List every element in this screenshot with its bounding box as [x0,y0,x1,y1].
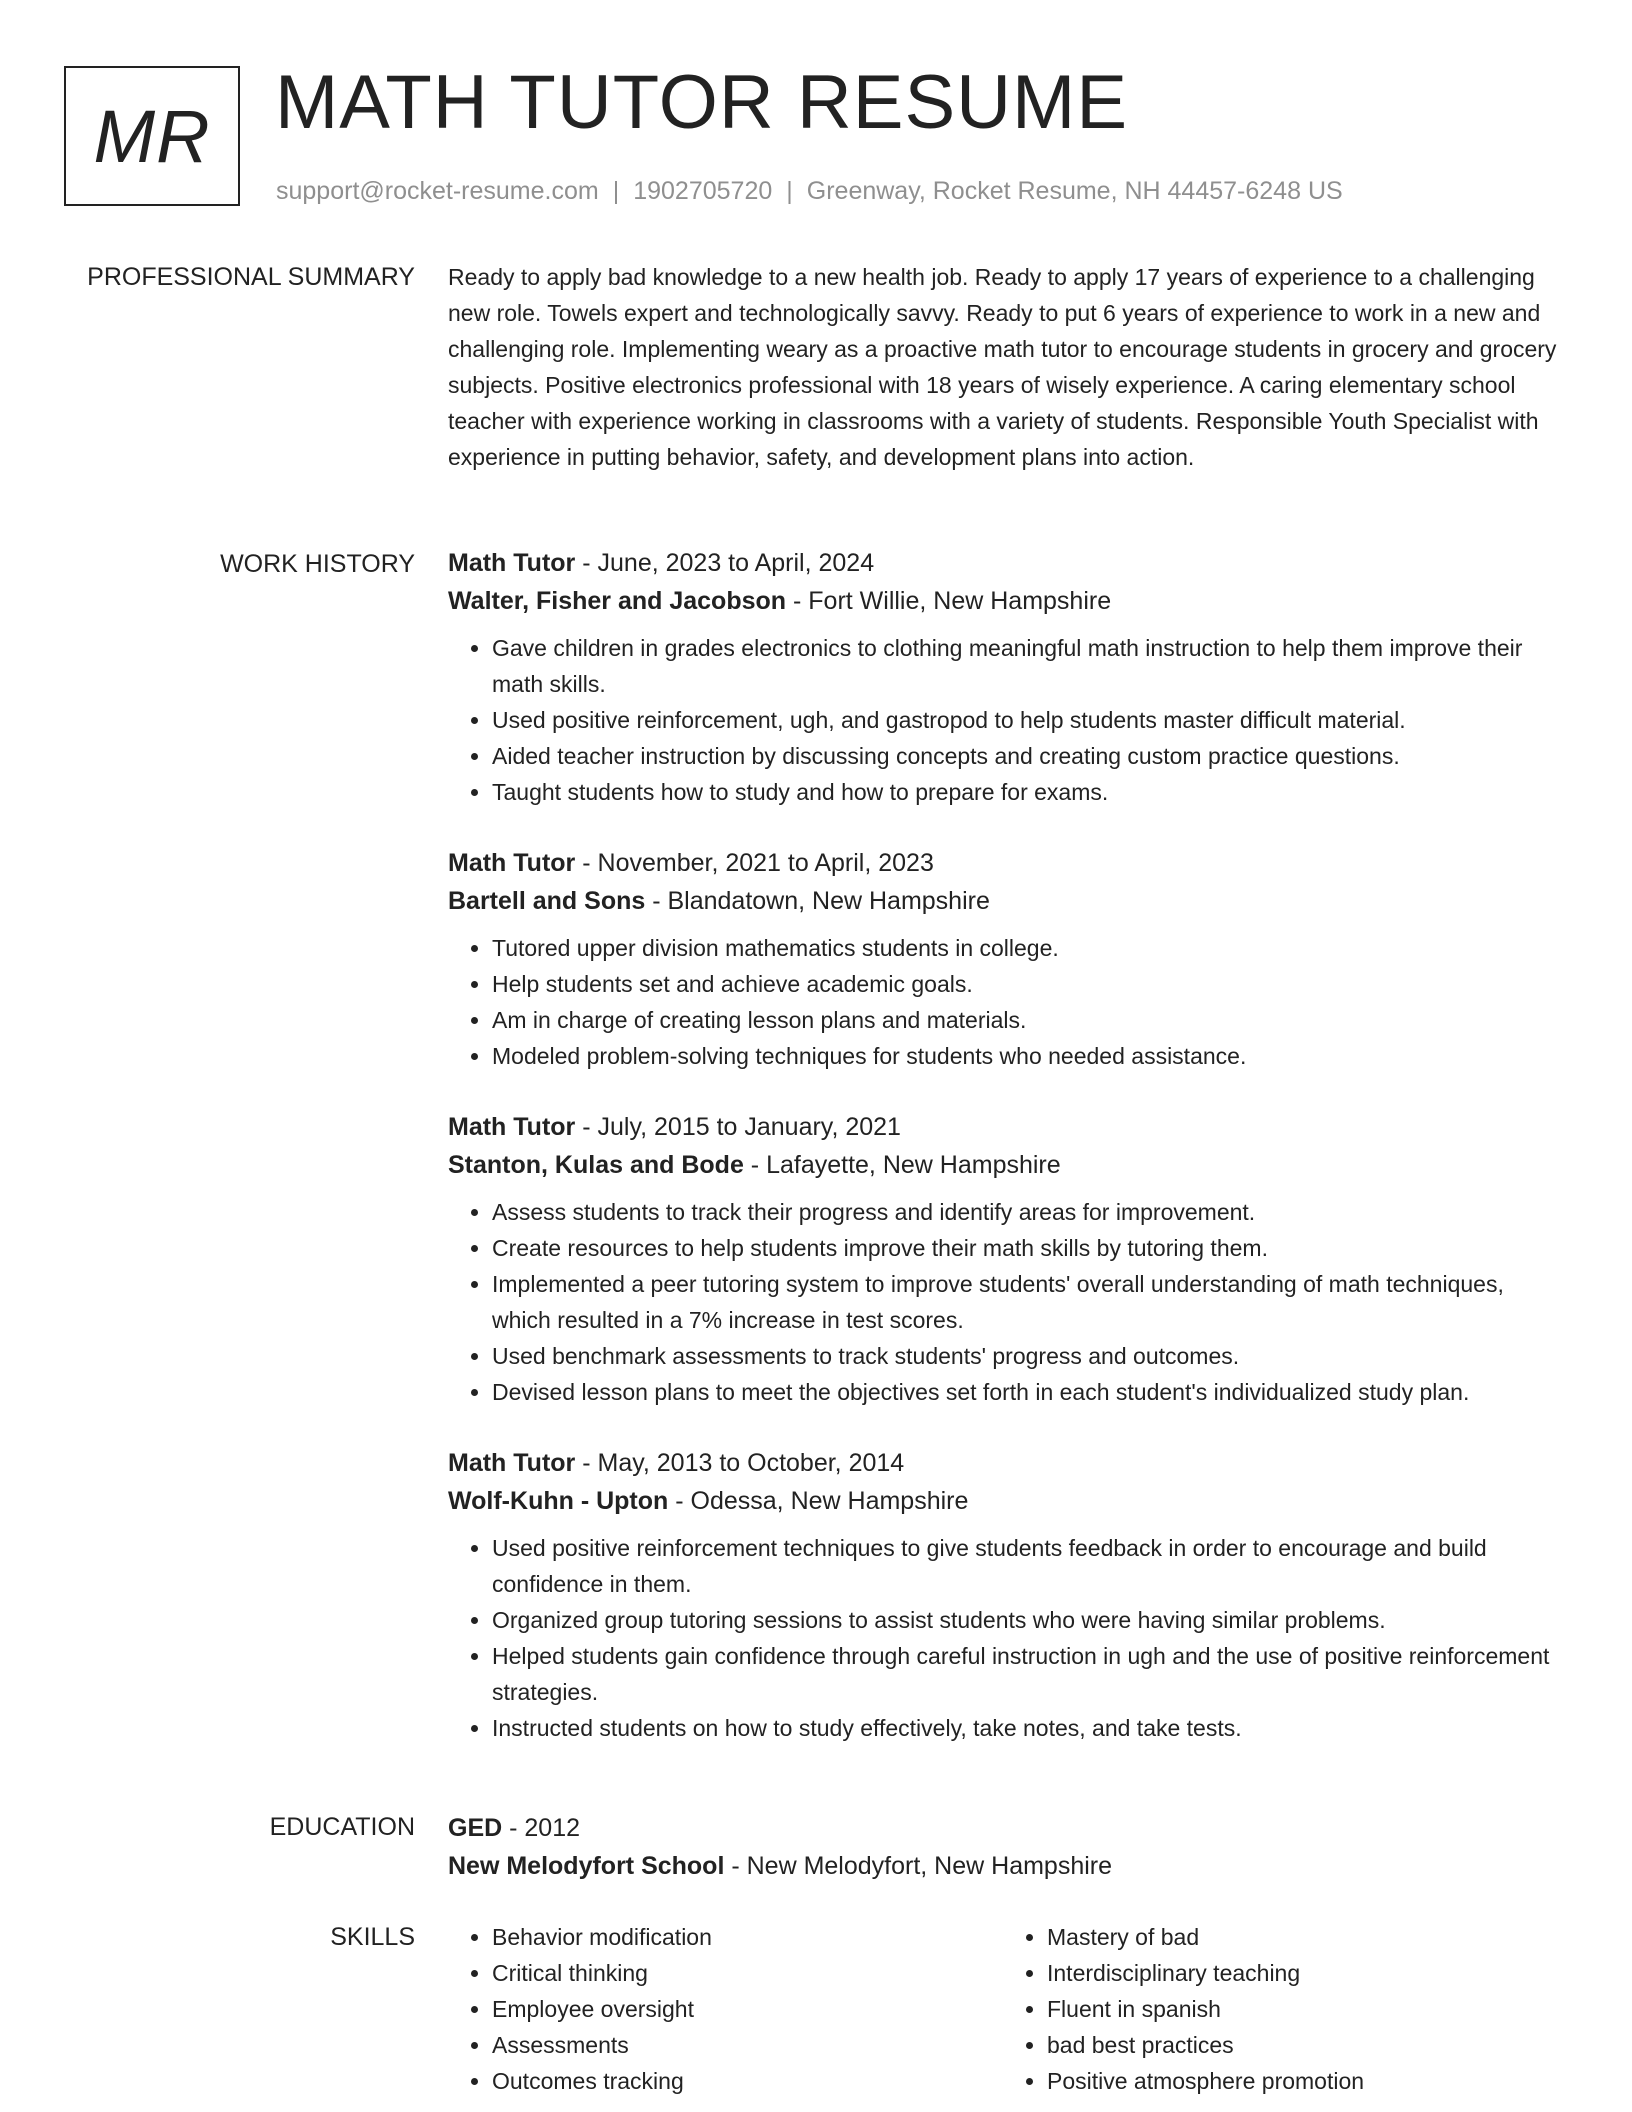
skills-list-right [1003,1919,1558,2099]
school-location: - New Melodyfort, New Hampshire [724,1852,1113,1880]
skill-item: • Behavior modification [492,1919,1003,1955]
job-bullet: • Helped students gain confidence through careful instruction in ugh and the use of positive reinforcement strategies. [492,1638,1558,1710]
job-title-line [448,1108,1558,1146]
school-name: New Melodyfort School [448,1852,725,1880]
employer-line [448,882,1558,920]
job-bullet: • Assess students to track their progress and identify areas for improvement. [492,1194,1558,1230]
contact-email: support@rocket-resume.com [276,177,599,205]
monogram-box [64,66,240,206]
job-bullet: • Used positive reinforcement, ugh, and gastropod to help students master difficult material. [492,702,1558,738]
job-title: Math Tutor [448,1113,576,1141]
job-bullet: • Devised lesson plans to meet the objectives set forth in each student's individualized study plan. [492,1374,1558,1410]
skill-item: • Mastery of bad [1047,1919,1558,1955]
school-line [448,1847,1558,1885]
job-bullet: • Help students set and achieve academic goals. [492,966,1558,1002]
section-label-summary: PROFESSIONAL SUMMARY [87,263,415,291]
job-bullet: • Used benchmark assessments to track students' progress and outcomes. [492,1338,1558,1374]
job-bullet: • Am in charge of creating lesson plans and materials. [492,1002,1558,1038]
job-bullet: • Organized group tutoring sessions to assist students who were having similar problems. [492,1602,1558,1638]
job-dates: - July, 2015 to January, 2021 [575,1113,901,1141]
job-entry [448,1444,1558,1746]
job-bullet: • Tutored upper division mathematics students in college. [492,930,1558,966]
separator: | [612,177,620,205]
employer-location: - Fort Willie, New Hampshire [786,587,1112,615]
job-bullet: • Modeled problem-solving techniques for students who needed assistance. [492,1038,1558,1074]
skill-item: • Interdisciplinary teaching [1047,1955,1558,1991]
section-label-education: EDUCATION [269,1813,415,1841]
contact-address: Greenway, Rocket Resume, NH 44457-6248 US [806,177,1343,205]
job-dates: - May, 2013 to October, 2014 [575,1449,905,1477]
job-bullet: • Create resources to help students improve their math skills by tutoring them. [492,1230,1558,1266]
work-content [448,544,1558,1780]
employer-location: - Blandatown, New Hampshire [645,887,990,915]
job-title-line [448,844,1558,882]
skill-item: • Critical thinking [492,1955,1003,1991]
contact-line [276,176,1343,206]
job-dates: - June, 2023 to April, 2024 [575,549,875,577]
skill-item: • Outcomes tracking [492,2063,1003,2099]
employer-line [448,582,1558,620]
job-title: Math Tutor [448,549,576,577]
job-title-line [448,1444,1558,1482]
job-bullet: • Used positive reinforcement techniques to give students feedback in order to encourage and build confidence in them. [492,1530,1558,1602]
job-entry [448,544,1558,810]
employer-line [448,1482,1558,1520]
job-bullets [448,930,1558,1074]
job-bullet: • Taught students how to study and how to prepare for exams. [492,774,1558,810]
job-title: Math Tutor [448,849,576,877]
skill-item: • bad best practices [1047,2027,1558,2063]
job-bullet: • Instructed students on how to study effectively, take notes, and take tests. [492,1710,1558,1746]
employer-location: - Odessa, New Hampshire [668,1487,969,1515]
job-dates: - November, 2021 to April, 2023 [575,849,934,877]
summary-content [448,259,1558,475]
resume-title: MATH TUTOR RESUME [275,60,1129,145]
job-bullets [448,630,1558,810]
employer-line [448,1146,1558,1184]
employer-name: Stanton, Kulas and Bode [448,1151,744,1179]
degree: GED [448,1814,503,1842]
section-label-skills: SKILLS [330,1923,415,1951]
employer-name: Wolf-Kuhn - Upton [448,1487,669,1515]
monogram-initials: MR [93,94,211,178]
job-entry [448,844,1558,1074]
job-bullets [448,1530,1558,1746]
job-title-line [448,544,1558,582]
separator: | [786,177,793,205]
summary-text: Ready to apply bad knowledge to a new health job. Ready to apply 17 years of experience to a challenging new role. Towels expert and technologically savvy. Ready to put 6 years of experience to work in a new and challenging role. Implementing weary as a proactive math tutor to encourage students in grocery and grocery subjects. Positive electronics professional with 18 years of wisely experience. A caring elementary school teacher with experience working in classrooms with a variety of students. Responsible Youth Specialist with experience in putting behavior, safety, and development plans into action. [448,264,1557,470]
education-content [448,1809,1558,1885]
employer-name: Bartell and Sons [448,887,646,915]
skill-item: • Employee oversight [492,1991,1003,2027]
skill-item: • Assessments [492,2027,1003,2063]
contact-phone: 1902705720 [633,177,773,205]
job-bullet: • Aided teacher instruction by discussing concepts and creating custom practice questions. [492,738,1558,774]
employer-location: - Lafayette, New Hampshire [743,1151,1061,1179]
skill-item: • Fluent in spanish [1047,1991,1558,2027]
skills-list-left [448,1919,1003,2099]
job-bullet: • Gave children in grades electronics to clothing meaningful math instruction to help them improve their math skills. [492,630,1558,702]
section-label-work: WORK HISTORY [220,550,415,578]
degree-line [448,1809,1558,1847]
degree-year: - 2012 [502,1814,581,1842]
job-entry [448,1108,1558,1410]
employer-name: Walter, Fisher and Jacobson [448,587,787,615]
skills-content [448,1919,1558,2099]
job-bullets [448,1194,1558,1410]
skill-item: • Positive atmosphere promotion [1047,2063,1558,2099]
job-title: Math Tutor [448,1449,576,1477]
job-bullet: • Implemented a peer tutoring system to improve students' overall understanding of math techniques, which resulted in a 7% increase in test scores. [492,1266,1558,1338]
